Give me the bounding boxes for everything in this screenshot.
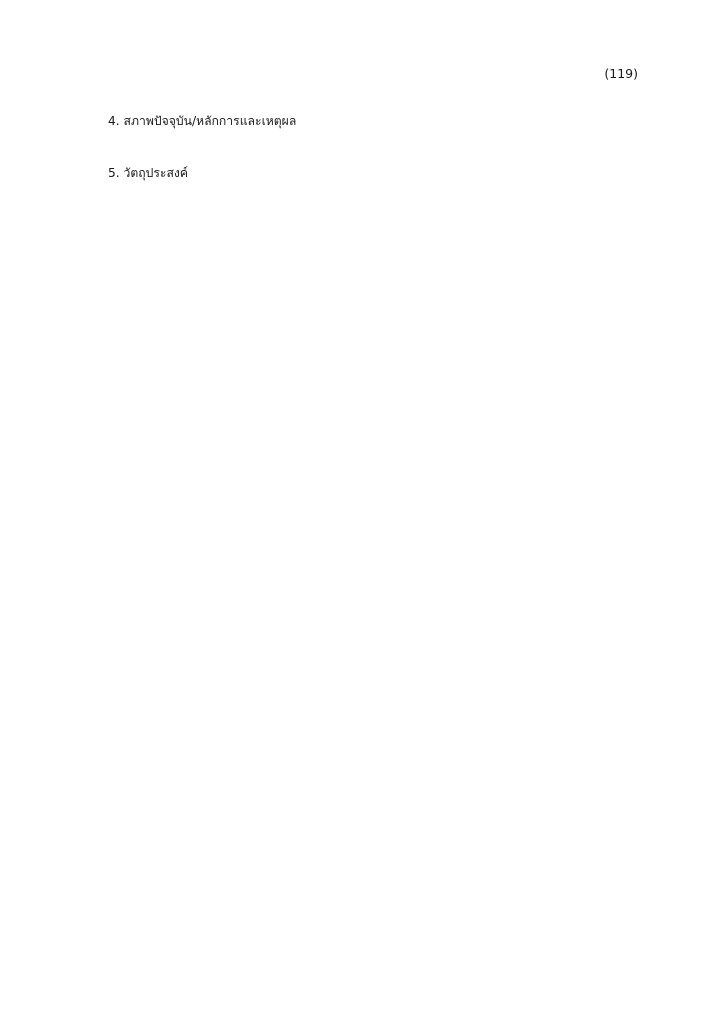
document-body [108, 108, 636, 186]
section-spacer [108, 134, 636, 160]
section-4-heading: 4. สภาพปัจจุบัน/หลักการและเหตุผล [108, 114, 297, 128]
page-number: (119) [604, 66, 638, 81]
section-5-heading: 5. วัตถุประสงค์ [108, 166, 189, 180]
